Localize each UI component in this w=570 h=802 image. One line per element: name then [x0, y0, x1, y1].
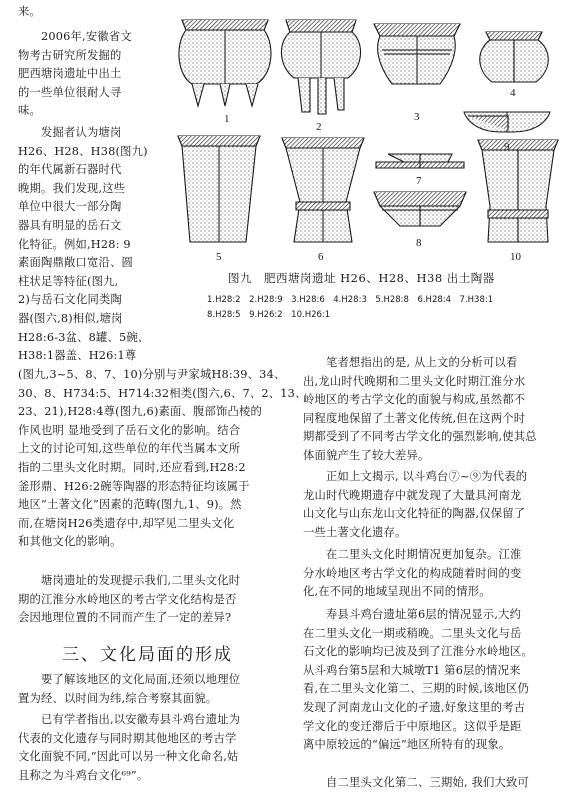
vessel-number: 7 — [416, 175, 422, 187]
left-paragraph-5 — [18, 671, 288, 708]
text-line: 发掘者认为塘岗 — [18, 126, 122, 139]
text-line: 发现了河南龙山文化的孑遗,好象这里的考古 — [303, 700, 526, 714]
text-line: 味。 — [18, 104, 41, 118]
text-line: 看,在二里头文化第二、三期的时候,该地区仍 — [303, 682, 530, 696]
vessel-drawing — [178, 136, 260, 242]
legend-line: 8.H28:5 9.H26:2 10.H26:1 — [207, 310, 331, 320]
right-paragraph-5 — [303, 774, 555, 793]
text-line: 2)与岳石文化同类陶 — [18, 293, 122, 307]
right-paragraph-2 — [303, 468, 555, 542]
text-line: 2006年,安徽省文 — [18, 30, 132, 43]
vessel-number: 1 — [224, 113, 230, 125]
right-paragraph-1 — [303, 354, 555, 466]
text-line: 岭地区的考古学文化的面貌与构成,虽然都不 — [303, 393, 526, 407]
text-line: (图九,3~5、8、7、10)分别与尹家城H8:39、34、 — [18, 368, 286, 381]
text-line: 出,龙山时代晚期和二里头文化时期江淮分水 — [303, 374, 526, 388]
text-line: 龙山时代晚期遗存中就发现了大量具河南龙 — [303, 488, 522, 502]
text-line: 代表的文化遗存与同时期其他地区的考古学 — [18, 731, 237, 745]
vessel-number: 4 — [510, 87, 516, 99]
text-line: 期都受到了不同考古学文化的强烈影响,使其总 — [303, 430, 537, 444]
text-line: H28:6-3盆、8罐、5碗、 — [18, 330, 150, 344]
vessel-drawing — [179, 20, 271, 106]
text-line: 上文的讨论可知,这些单位的年代当属本文所 — [18, 442, 241, 456]
text-line: 离中原较远的“偏远”地区所特有的现象。 — [303, 738, 511, 752]
text-line: 石文化的影响均已波及到了江淮分水岭地区。 — [303, 645, 533, 659]
text-line: 化特征。例如,H28: 9 — [18, 237, 131, 251]
text-line: 而,在塘岗H26类遗存中,却罕见二里头文化 — [18, 516, 235, 530]
text-line: 化,在不同的地域呈现出不同的情形。 — [303, 585, 491, 599]
text-line: 期的江淮分水岭地区的考古学文化结构是否 — [18, 592, 237, 606]
text-line: 同程度地保留了土著文化传统,但在这两个时 — [303, 411, 526, 425]
vessel-drawing — [478, 140, 558, 242]
vessel-number: 9 — [504, 141, 510, 153]
vessel-drawing — [480, 32, 549, 82]
text-line: 柱状足等特征(图九, — [18, 274, 119, 288]
vessel-drawing — [464, 112, 550, 132]
vessel-drawing — [374, 192, 466, 226]
text-line: 分水岭地区考古学文化的构成随着时间的变 — [303, 566, 522, 580]
vessel-drawing — [282, 138, 364, 242]
text-line: 置为经、以时间为纬,综合考察其面貌。 — [18, 691, 218, 705]
text-line: 的一些单位很耐人寻 — [18, 85, 122, 99]
text-line: 在二里头文化时期情况更加复杂。江淮 — [303, 548, 522, 561]
text-line: 晚期。我们发现,这些 — [18, 181, 126, 195]
text-line: 文化面貌不同,“因此可以另一种文化命名,姑 — [18, 750, 239, 764]
vessel-number: 2 — [316, 121, 322, 133]
text-line: 会因地理位置的不同而产生了一定的差异? — [18, 611, 232, 625]
left-paragraph-6 — [18, 711, 288, 785]
vessel-number: 8 — [416, 237, 422, 249]
vessel-number: 3 — [414, 111, 420, 123]
text-line: 自二里头文化第二、三期始, 我们大致可 — [303, 776, 530, 789]
top-fragment: 来。 — [18, 5, 41, 18]
section-heading: 三、文化局面的形成 — [62, 645, 233, 665]
text-line: 寿县斗鸡台遗址第6层的情况显示,大约 — [303, 608, 522, 621]
text-line: 笔者想指出的是, 从上文的分析可以看 — [303, 356, 518, 369]
figure-legend — [207, 293, 493, 323]
vessel-number: 5 — [216, 251, 222, 263]
text-line: 地区“土著文化”因素的范畴(图九,1、9)。然 — [18, 498, 242, 512]
text-line: 23、21),H28:4尊(图九,6)素面、腹部饰凸棱的 — [18, 405, 263, 419]
vessel-drawing — [376, 154, 464, 168]
right-paragraph-3 — [303, 546, 555, 602]
text-line: 肥西塘岗遗址中出土 — [18, 67, 122, 81]
vessel-drawing — [281, 20, 360, 114]
vessel-number: 6 — [318, 251, 324, 263]
text-line: 要了解该地区的文化局面,还须以地理位 — [18, 673, 241, 686]
right-paragraph-4 — [303, 606, 555, 755]
text-line: 30、8、H734:5、H714:32相类(图六,6、7、2、13、 — [18, 386, 307, 400]
left-paragraph-1 — [18, 28, 160, 121]
text-line: 一些土著文化遗存。 — [303, 525, 407, 539]
text-line: 且称之为斗鸡台文化⁶⁹”。 — [18, 768, 149, 782]
text-line: 已有学者指出,以安徽寿县斗鸡台遗址为 — [18, 713, 241, 726]
vessel-number: 10 — [510, 251, 521, 263]
left-paragraph-2 — [18, 124, 160, 366]
text-line: 在二里头文化一期或稍晚。二里头文化与岳 — [303, 626, 522, 640]
text-line: 单位中很大一部分陶 — [18, 200, 122, 214]
text-line: 作风也明 显地受到了岳石文化的影响。结合 — [18, 423, 241, 437]
text-line: H38:1器盖、H26:1尊 — [18, 349, 137, 363]
text-line: 指的二里头文化时期。同时,还应看到,H28:2 — [18, 460, 246, 474]
text-line: 体面貌产生了较大差异。 — [303, 448, 430, 462]
text-line: 正如上文揭示, 以斗鸡台⑦~⑨为代表的 — [303, 470, 528, 483]
figure-caption: 图九 肥西塘岗遗址 H26、H28、H38 出土陶器 — [228, 271, 495, 285]
text-line: 塘岗遗址的发现提示我们,二里头文化时 — [18, 574, 241, 587]
text-line: 从斗鸡台第5层和大城墩T1 第6层的情况来 — [303, 663, 521, 677]
text-line: 学文化的变迁滞后于中原地区。这似乎是距 — [303, 719, 522, 733]
text-line: 物考古研究所发掘的 — [18, 48, 122, 62]
text-line: 山文化与山东龙山文化特征的陶器,仅保留了 — [303, 507, 526, 521]
text-line: 和其他文化的影响。 — [18, 535, 122, 549]
text-line: H26、H28、H38(图九) — [18, 144, 148, 158]
left-paragraph-3 — [18, 366, 307, 552]
left-paragraph-4 — [18, 572, 288, 628]
vessel-drawing — [374, 24, 460, 84]
text-line: 的年代属新石器时代 — [18, 163, 122, 177]
text-line: 釜形鼎、H26:2碗等陶器的形态特征均该属于 — [18, 479, 250, 493]
text-line: 器(图六,8)相似,塘岗 — [18, 311, 123, 325]
text-line: 素面陶鼎敞口宽沿、圆 — [18, 256, 133, 270]
legend-line: 1.H28:2 2.H28:9 3.H28:6 4.H28:3 5.H28:8 6.H28:4 7.H38:1 — [207, 295, 494, 305]
text-line: 器具有明显的岳石文 — [18, 218, 122, 232]
